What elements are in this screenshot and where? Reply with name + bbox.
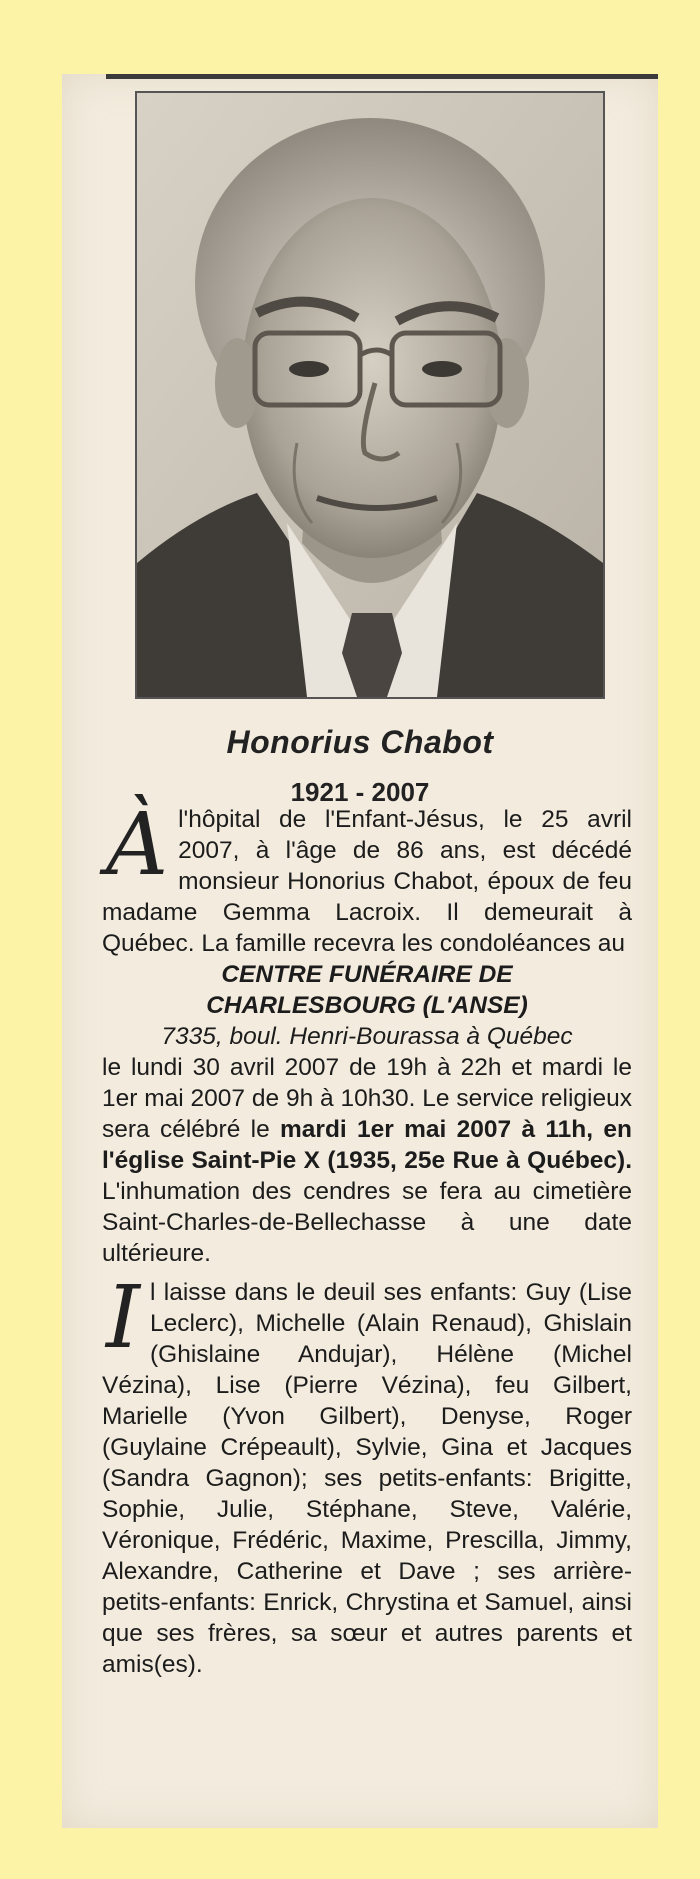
funeral-home-address: 7335, boul. Henri-Bourassa à Québec [161,1023,573,1050]
interment-details: L'inhumation des cendres se fera au cimetière Saint-Charles-de-Bellechasse à une date ultérieure. [102,1178,632,1267]
dropcap-a: À [106,795,169,895]
deceased-name: Honorius Chabot [226,724,494,760]
obituary-clipping [62,74,658,1828]
top-rule [106,74,658,79]
service-details: mardi 1er mai 2007 à 11h, en l'église Saint-Pie X (1935, 25e Rue à Québec). [102,1116,632,1174]
portrait-image [137,93,603,697]
announcement-paragraph [102,795,632,1269]
portrait-photo [135,91,605,699]
funeral-home-name-line2: CHARLESBOURG (L'ANSE) [206,992,528,1019]
survivors-paragraph [102,1268,632,1680]
funeral-home-name-line1: CENTRE FUNÉRAIRE DE [221,961,513,988]
dropcap-i: I [106,1268,140,1368]
announcement-intro: l'hôpital de l'Enfant-Jésus, le 25 avril 2007, à l'âge de 86 ans, est décédé monsieur Honorius Chabot, époux de feu madame Gemma Lacroix. Il demeurait à Québec. La famille recevra les condoléances au [102,806,632,957]
survivors-text: l laisse dans le deuil ses enfants: Guy (Lise Leclerc), Michelle (Alain Renaud), Ghislain (Ghislaine Andujar), Hélène (Michel Vézina), Lise (Pierre Vézina), feu Gilbert, Marielle (Yvon Gilbert), Denyse, Roger (Guylaine Crépeault), Sylvie, Gina et Jacques (Sandra Gagnon); ses petits-enfants: Brigitte, Sophie, Julie, Stéphane, Steve, Valérie, Véronique, Frédéric, Maxime, Prescilla, Jimmy, Alexandre, Catherine et Dave ; ses arrière-petits-enfants: Enrick, Chrystina et Samuel, ainsi que ses frères, sa sœur et autres parents et amis(es). [102,1279,632,1678]
obituary-body [102,795,632,1680]
visitation-details: le lundi 30 avril 2007 de 19h à 22h et mardi le 1er mai 2007 de 9h à 10h30. Le service religieux sera célébré le [102,1054,632,1143]
life-years: 1921 - 2007 [290,777,430,807]
